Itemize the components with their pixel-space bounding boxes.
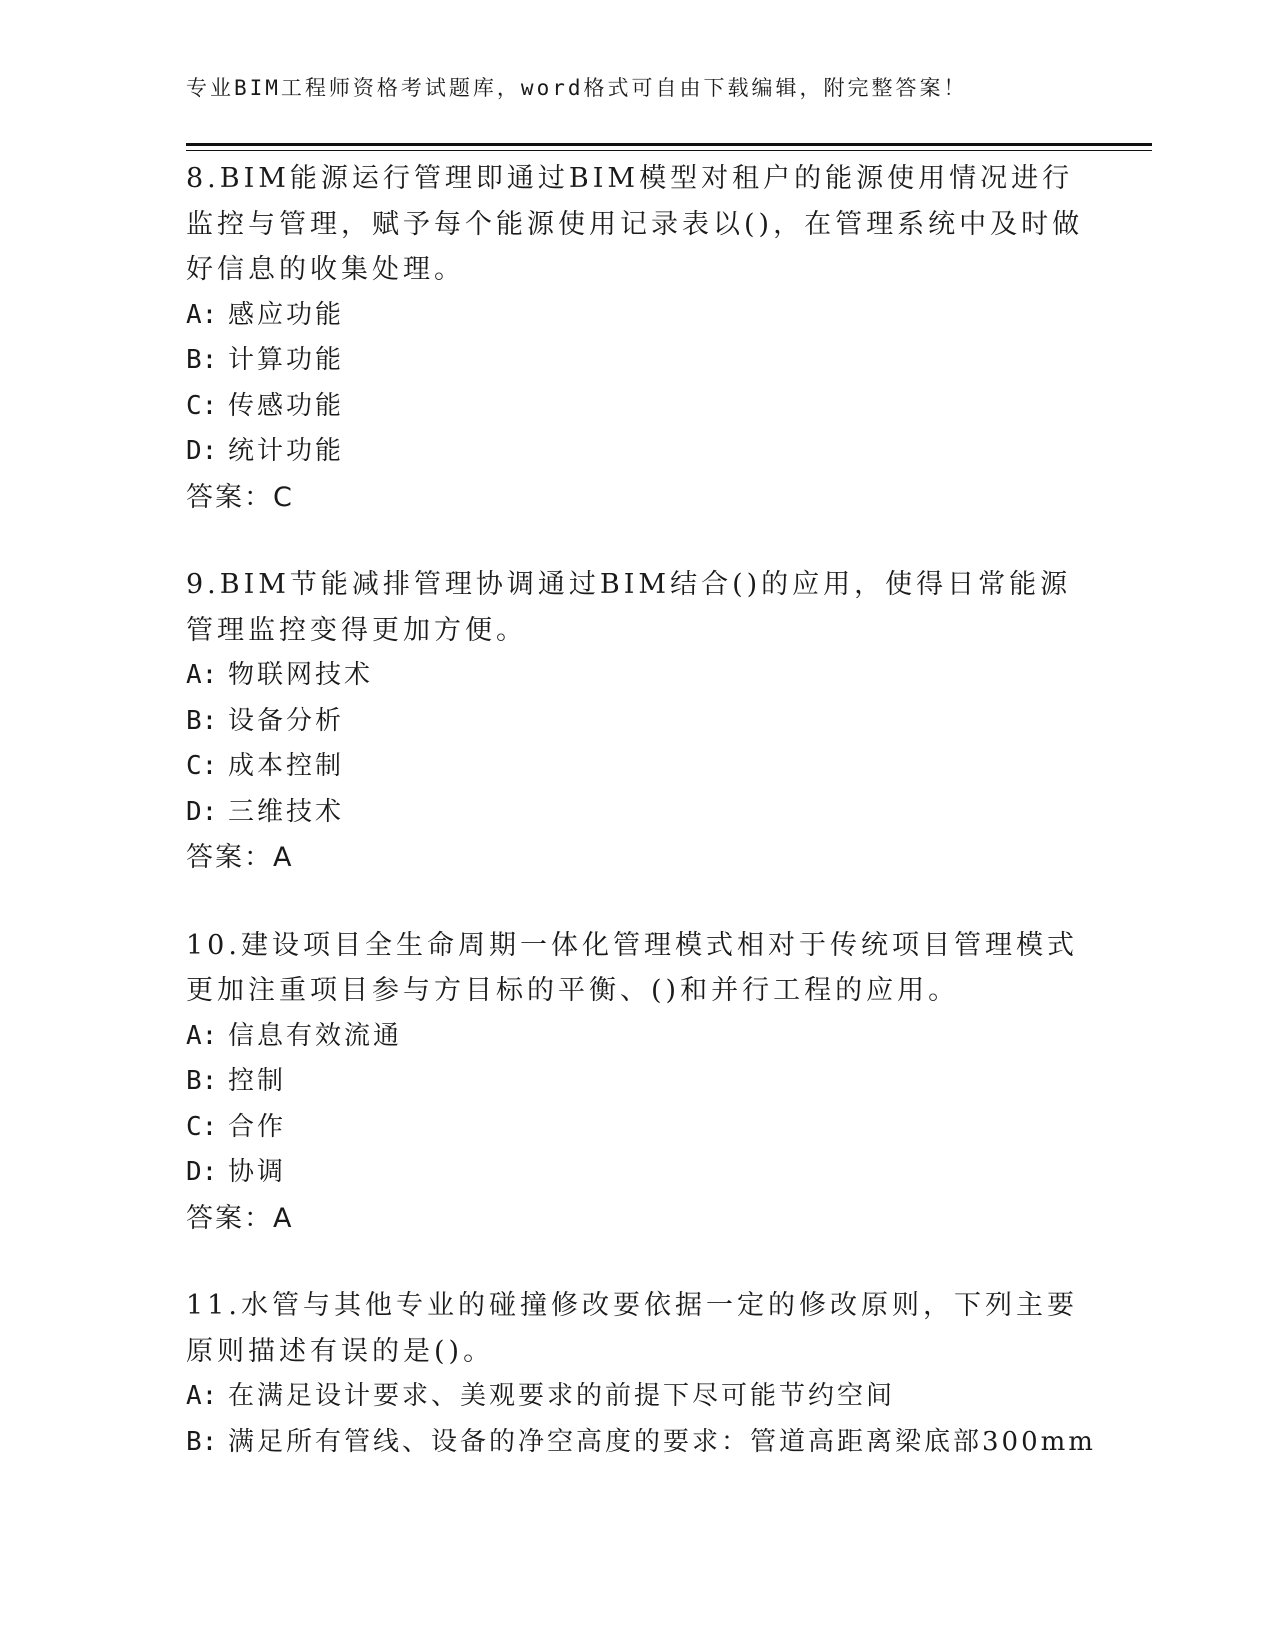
option-text: 感应功能 bbox=[228, 299, 345, 330]
option-key: C: bbox=[186, 1111, 218, 1142]
question-9 bbox=[186, 562, 1086, 881]
option-text: 三维技术 bbox=[228, 796, 345, 827]
option-c bbox=[186, 384, 1086, 430]
option-key: D: bbox=[186, 796, 218, 827]
option-a bbox=[186, 1374, 1086, 1420]
question-stem: 9.BIM节能减排管理协调通过BIM结合()的应用，使得日常能源管理监控变得更加方便。 bbox=[186, 569, 1072, 646]
question-list bbox=[186, 156, 1096, 1507]
page-header: 专业BIM工程师资格考试题库，word格式可自由下载编辑，附完整答案！ bbox=[186, 76, 968, 100]
question-stem: 8.BIM能源运行管理即通过BIM模型对租户的能源使用情况进行监控与管理，赋予每个能源使用记录表以()，在管理系统中及时做好信息的收集处理。 bbox=[186, 163, 1084, 285]
option-key: A: bbox=[186, 1381, 218, 1411]
option-text: 协调 bbox=[228, 1157, 287, 1187]
question-10 bbox=[186, 923, 1086, 1242]
question-stem: 11.水管与其他专业的碰撞修改要依据一定的修改原则，下列主要原则描述有误的是()。 bbox=[186, 1290, 1078, 1367]
option-text: 信息有效流通 bbox=[228, 1020, 403, 1051]
option-a bbox=[186, 293, 1086, 339]
option-b bbox=[186, 338, 1086, 384]
option-c bbox=[186, 1105, 1086, 1151]
option-key: A: bbox=[186, 660, 218, 690]
option-text: 计算功能 bbox=[228, 345, 345, 375]
option-text: 成本控制 bbox=[228, 751, 345, 781]
option-text: 物联网技术 bbox=[228, 660, 374, 690]
question-11 bbox=[186, 1283, 1096, 1465]
header-rule-thin bbox=[186, 150, 1152, 151]
option-text: 合作 bbox=[228, 1111, 287, 1142]
option-b bbox=[186, 1059, 1086, 1105]
question-stem: 10.建设项目全生命周期一体化管理模式相对于传统项目管理模式更加注重项目参与方目标的平衡、()和并行工程的应用。 bbox=[186, 929, 1078, 1006]
option-key: B: bbox=[186, 705, 218, 736]
option-key: B: bbox=[186, 345, 218, 375]
answer-line: 答案：C bbox=[186, 481, 294, 513]
answer-line: 答案：A bbox=[186, 1202, 294, 1234]
option-key: A: bbox=[186, 299, 218, 330]
option-d bbox=[186, 429, 1086, 475]
option-key: D: bbox=[186, 436, 218, 466]
option-b bbox=[186, 1420, 1096, 1466]
option-a bbox=[186, 653, 1086, 699]
option-key: C: bbox=[186, 390, 218, 421]
option-key: B: bbox=[186, 1426, 218, 1457]
option-text: 在满足设计要求、美观要求的前提下尽可能节约空间 bbox=[228, 1381, 896, 1411]
option-text: 设备分析 bbox=[228, 705, 345, 736]
option-a bbox=[186, 1014, 1086, 1060]
option-b bbox=[186, 699, 1086, 745]
option-d bbox=[186, 790, 1086, 836]
option-key: B: bbox=[186, 1066, 218, 1096]
option-key: A: bbox=[186, 1020, 218, 1051]
option-key: D: bbox=[186, 1157, 218, 1187]
option-c bbox=[186, 744, 1086, 790]
option-text: 满足所有管线、设备的净空高度的要求：管道高距离梁底部300mm bbox=[228, 1426, 1096, 1457]
option-text: 控制 bbox=[228, 1066, 287, 1096]
header-rule-thick bbox=[186, 143, 1152, 146]
option-text: 统计功能 bbox=[228, 436, 345, 466]
option-d bbox=[186, 1150, 1086, 1196]
option-key: C: bbox=[186, 751, 218, 781]
answer-line: 答案：A bbox=[186, 842, 294, 873]
question-8 bbox=[186, 156, 1086, 520]
option-text: 传感功能 bbox=[228, 390, 345, 421]
